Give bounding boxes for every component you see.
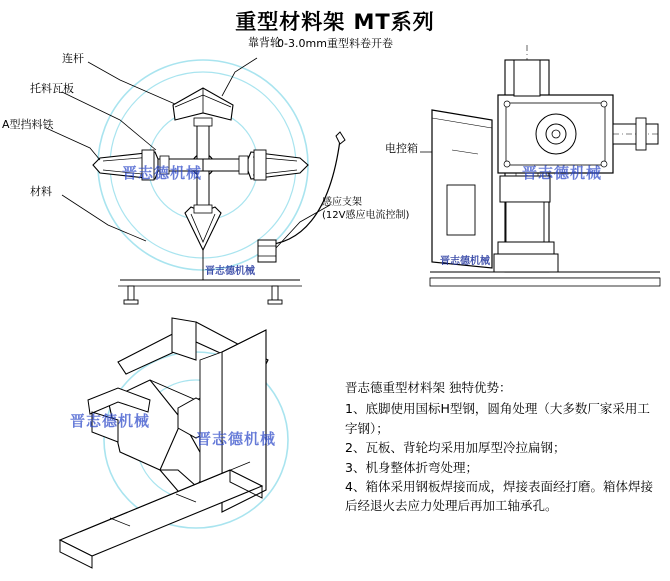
advantage-item-4: 4、箱体采用钢板焊接而成，焊接表面经打磨。箱体焊接后经退火去应力处理后再加工轴承孔。: [345, 478, 653, 514]
label-sensor-bracket-line2: (12V感应电流控制): [322, 210, 410, 221]
watermark-6: 晋志德机械: [196, 430, 277, 448]
advantages-block: [345, 378, 655, 516]
watermark-1: 晋志德机械: [122, 164, 203, 182]
watermark-4: 晋志德机械: [440, 256, 490, 267]
label-sensor-bracket: [322, 196, 409, 222]
label-control-cabinet: 电控箱: [385, 142, 418, 155]
label-sensor-bracket-line1: 感应支架: [322, 197, 362, 208]
label-tuoliaowaban: 托料瓦板: [30, 82, 74, 95]
label-lianggan: 连杆: [62, 52, 84, 65]
page-subtitle: 0-3.0mm重型料卷开卷: [277, 37, 393, 50]
page-title: 重型材料架 MT系列: [235, 10, 435, 34]
label-cailiao: 材料: [30, 185, 52, 198]
label-adangliaotie: A型挡料铁: [2, 118, 54, 131]
watermark-3: 晋志德机械: [205, 266, 255, 277]
advantage-item-1: 1、底脚使用国标H型钢，圆角处理（大多数厂家采用工字钢）；: [345, 401, 650, 436]
label-beilun: 靠背轮: [248, 36, 281, 49]
watermark-2: 晋志德机械: [522, 164, 603, 182]
advantages-heading: 晋志德重型材料架 独特优势：: [345, 380, 512, 395]
advantage-item-3: 3、机身整体折弯处理；: [345, 459, 478, 475]
watermark-5: 晋志德机械: [70, 412, 151, 430]
advantage-item-2: 2、瓦板、背轮均采用加厚型冷拉扁钢；: [345, 440, 566, 456]
